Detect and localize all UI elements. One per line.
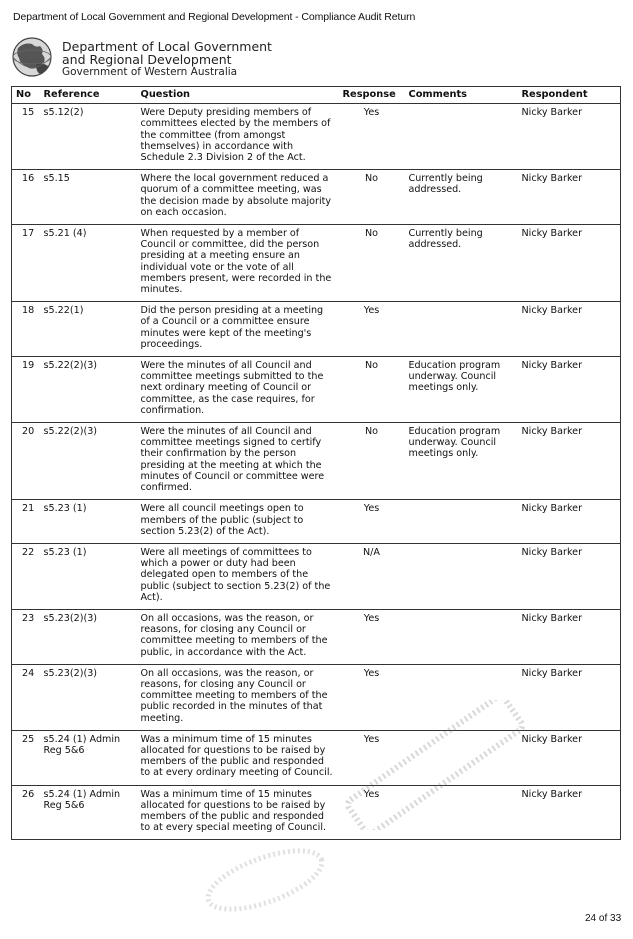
table-row — [12, 357, 621, 423]
row-comments — [405, 104, 518, 170]
table-row — [12, 609, 621, 664]
row-question: Were all meetings of committees to which a power or duty had been delegated open to members of the public (subject to section 5.23(2) of the Act). — [137, 543, 339, 609]
table-row — [12, 225, 621, 302]
row-question: Was a minimum time of 15 minutes allocated for questions to be raised by members of the public and responded to at every special meeting of Council. — [137, 785, 339, 840]
column-header-response: Response — [339, 87, 405, 104]
row-respondent: Nicky Barker — [518, 302, 621, 357]
government-line: Government of Western Australia — [62, 66, 238, 78]
department-logo — [10, 34, 310, 84]
table-row — [12, 104, 621, 170]
row-reference: s5.12(2) — [40, 104, 137, 170]
row-response: Yes — [339, 664, 405, 730]
row-response: Yes — [339, 302, 405, 357]
row-response: Yes — [339, 785, 405, 840]
table-header-row — [12, 87, 621, 104]
row-question: When requested by a member of Council or committee, did the person presiding at a meeting ensure an individual vote or the vote of all members present, were recorded in the minutes. — [137, 225, 339, 302]
row-comments — [405, 609, 518, 664]
row-respondent: Nicky Barker — [518, 170, 621, 225]
table-row — [12, 423, 621, 500]
row-comments: Currently being addressed. — [405, 225, 518, 302]
row-response: No — [339, 357, 405, 423]
row-question: Were Deputy presiding members of committees elected by the members of the committee (from amongst themselves) in accordance with Schedule 2.3 Division 2 of the Act. — [137, 104, 339, 170]
row-respondent: Nicky Barker — [518, 785, 621, 840]
row-reference: s5.22(2)(3) — [40, 357, 137, 423]
row-reference: s5.24 (1) Admin Reg 5&6 — [40, 785, 137, 840]
row-question: Were the minutes of all Council and committee meetings submitted to the next ordinary meeting of Council or committee, as the case requires, for confirmation. — [137, 357, 339, 423]
column-header-reference: Reference — [40, 87, 137, 104]
row-question: Were the minutes of all Council and committee meetings signed to certify their confirmation by the person presiding at the meeting at which the minutes of Council or committee were confirmed. — [137, 423, 339, 500]
row-respondent: Nicky Barker — [518, 664, 621, 730]
row-no: 22 — [12, 543, 40, 609]
row-respondent: Nicky Barker — [518, 225, 621, 302]
row-no: 18 — [12, 302, 40, 357]
row-question: On all occasions, was the reason, or reasons, for closing any Council or committee meeting to members of the public, in accordance with the Act. — [137, 609, 339, 664]
row-comments — [405, 302, 518, 357]
faint-stamp-watermark — [320, 700, 550, 830]
row-respondent: Nicky Barker — [518, 730, 621, 785]
row-comments — [405, 543, 518, 609]
row-question: Was a minimum time of 15 minutes allocated for questions to be raised by members of the public and responded to at every ordinary meeting of Council. — [137, 730, 339, 785]
row-reference: s5.15 — [40, 170, 137, 225]
row-comments — [405, 500, 518, 544]
row-no: 26 — [12, 785, 40, 840]
column-header-comments: Comments — [405, 87, 518, 104]
department-name-line1: Department of Local Government — [62, 39, 272, 54]
table-row — [12, 543, 621, 609]
row-comments: Currently being addressed. — [405, 170, 518, 225]
row-respondent: Nicky Barker — [518, 423, 621, 500]
row-response: Yes — [339, 609, 405, 664]
row-reference: s5.21 (4) — [40, 225, 137, 302]
row-respondent: Nicky Barker — [518, 543, 621, 609]
row-response: No — [339, 225, 405, 302]
row-reference: s5.23 (1) — [40, 500, 137, 544]
row-no: 17 — [12, 225, 40, 302]
row-comments: Education program underway. Council meetings only. — [405, 423, 518, 500]
row-respondent: Nicky Barker — [518, 357, 621, 423]
row-response: No — [339, 423, 405, 500]
row-response: No — [339, 170, 405, 225]
row-no: 21 — [12, 500, 40, 544]
row-no: 23 — [12, 609, 40, 664]
row-response: Yes — [339, 730, 405, 785]
row-reference: s5.22(2)(3) — [40, 423, 137, 500]
globe-logo-icon — [10, 34, 58, 80]
row-respondent: Nicky Barker — [518, 104, 621, 170]
row-reference: s5.23 (1) — [40, 543, 137, 609]
table-row — [12, 302, 621, 357]
row-no: 15 — [12, 104, 40, 170]
row-response: Yes — [339, 500, 405, 544]
row-comments: Education program underway. Council meetings only. — [405, 357, 518, 423]
row-response: N/A — [339, 543, 405, 609]
row-no: 16 — [12, 170, 40, 225]
row-no: 25 — [12, 730, 40, 785]
faint-stamp-watermark — [190, 840, 340, 920]
row-no: 19 — [12, 357, 40, 423]
table-row — [12, 500, 621, 544]
row-reference: s5.24 (1) Admin Reg 5&6 — [40, 730, 137, 785]
row-question: Did the person presiding at a meeting of a Council or a committee ensure minutes were kept of the meeting's proceedings. — [137, 302, 339, 357]
column-header-question: Question — [137, 87, 339, 104]
row-question: Where the local government reduced a quorum of a committee meeting, was the decision made by absolute majority on each occasion. — [137, 170, 339, 225]
department-name-line2: and Regional Development — [62, 52, 232, 67]
row-no: 20 — [12, 423, 40, 500]
row-respondent: Nicky Barker — [518, 609, 621, 664]
document-header-title: Department of Local Government and Regional Development - Compliance Audit Return — [13, 11, 416, 23]
row-response: Yes — [339, 104, 405, 170]
column-header-respondent: Respondent — [518, 87, 621, 104]
column-header-no: No — [12, 87, 40, 104]
table-row — [12, 170, 621, 225]
row-no: 24 — [12, 664, 40, 730]
row-reference: s5.23(2)(3) — [40, 609, 137, 664]
row-question: On all occasions, was the reason, or reasons, for closing any Council or committee meeting to members of the public recorded in the minutes of that meeting. — [137, 664, 339, 730]
row-respondent: Nicky Barker — [518, 500, 621, 544]
row-reference: s5.22(1) — [40, 302, 137, 357]
row-reference: s5.23(2)(3) — [40, 664, 137, 730]
page-number: 24 of 33 — [585, 913, 622, 924]
row-question: Were all council meetings open to members of the public (subject to section 5.23(2) of the Act). — [137, 500, 339, 544]
